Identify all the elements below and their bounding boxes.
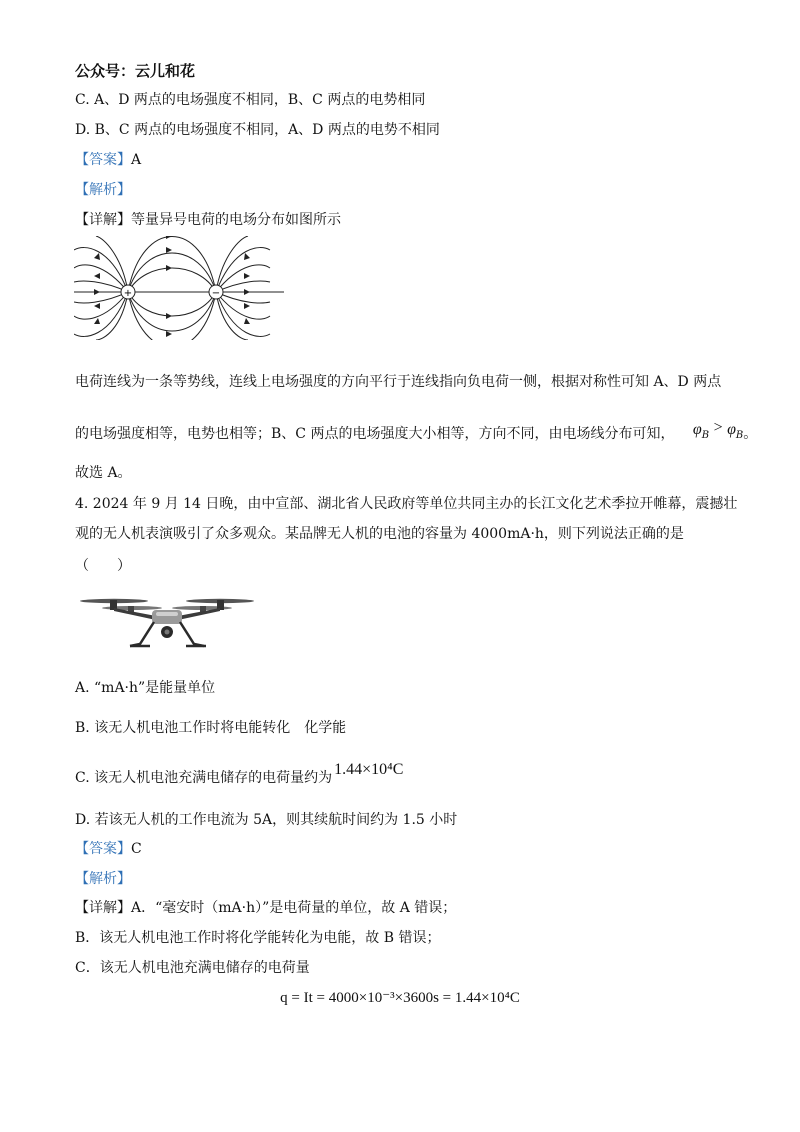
phi-left-sub: B: [701, 429, 710, 441]
q3-detail-3: [75, 419, 758, 450]
detail-text: 等量异号电荷的电场分布如图所示: [131, 212, 341, 228]
charge-equation: q = It = 4000×10⁻³×3600s = 1.44×10⁴C: [280, 990, 520, 1006]
q3-option-c: C. A、D 两点的电场强度不相同，B、C 两点的电势相同: [75, 92, 426, 108]
q3-option-d: D. B、C 两点的电场强度不相同，A、D 两点的电势不相同: [75, 122, 440, 138]
q4-detail-b: B．该无人机电池工作时将化学能转化为电能，故 B 错误；: [75, 930, 441, 946]
q3-conclusion: 故选 A。: [75, 465, 132, 481]
answer-tag: 【答案】: [75, 841, 131, 857]
q4-stem-3: （ ）: [75, 558, 131, 574]
greater-than: >: [713, 419, 723, 436]
q4-analysis-tag: 【解析】: [75, 871, 131, 887]
q4-stem-2: 观的无人机表演吸引了众多观众。某品牌无人机的电池的容量为 4000mA·h，则下列说法正确的是: [75, 526, 684, 542]
detail-a-text: A．“毫安时（mA·h）”是电荷量的单位，故 A 错误；: [131, 900, 457, 916]
option-c-math: 1.44×10⁴C: [334, 761, 404, 778]
q4-answer: [75, 839, 142, 859]
q4-option-b: B. 该无人机电池工作时将电能转化 化学能: [75, 720, 347, 736]
q3-answer: [75, 150, 141, 170]
q4-detail-a: [75, 898, 456, 918]
detail-3-text: 的电场强度相等，电势也相等；B、C 两点的电场强度大小相等，方向不同，由电场线分布可知，: [75, 426, 675, 442]
phi-right: φ: [727, 421, 736, 438]
q4-option-a: A. “mA·h”是能量单位: [75, 680, 216, 696]
electric-field-figure: [74, 236, 284, 340]
detail-3-end: 。: [743, 426, 758, 442]
q4-stem-1: 4. 2024 年 9 月 14 日晚，由中宣部、湖北省人民政府等单位共同主办的长江文化艺术季拉开帷幕，震撼壮: [75, 496, 738, 512]
option-c-text: C. 该无人机电池充满电储存的电荷量约为: [75, 770, 333, 786]
answer-value: A: [131, 152, 142, 168]
q3-analysis-tag: 【解析】: [75, 182, 131, 198]
page-header: 公众号：云儿和花: [75, 62, 196, 80]
positive-charge: +: [123, 288, 133, 299]
detail-tag: 【详解】: [75, 212, 131, 228]
answer-tag: 【答案】: [75, 152, 131, 168]
q4-option-d: D. 若该无人机的工作电流为 5A，则其续航时间约为 1.5 小时: [75, 812, 458, 828]
q4-option-c: [75, 761, 404, 788]
drone-image: [74, 594, 256, 656]
negative-charge: −: [211, 288, 221, 299]
detail-tag: 【详解】: [75, 900, 131, 916]
q3-detail-1: [75, 210, 341, 230]
q4-detail-c: C．该无人机电池充满电储存的电荷量: [75, 960, 310, 976]
q3-detail-2: 电荷连线为一条等势线，连线上电场强度的方向平行于连线指向负电荷一侧，根据对称性可知 A、D 两点: [75, 374, 722, 390]
answer-value: C: [131, 841, 142, 857]
phi-right-sub: B: [735, 429, 744, 441]
phi-left: φ: [692, 421, 702, 438]
